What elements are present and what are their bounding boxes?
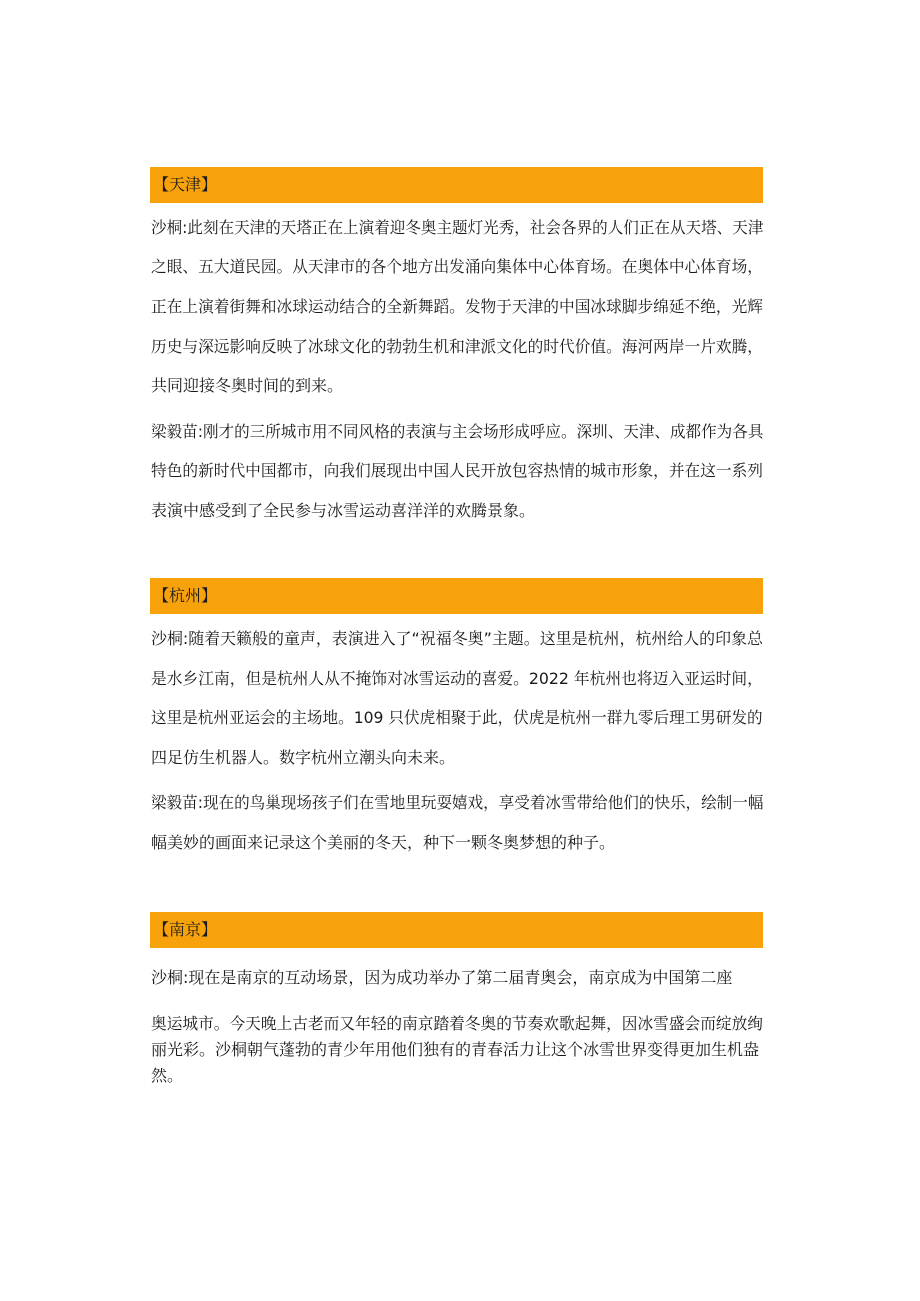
paragraph-line: 梁毅苗:现在的鸟巢现场孩子们在雪地里玩耍嬉戏，享受着冰雪带给他们的快乐，绘制一幅 [151,793,764,812]
paragraph-line: 奥运城市。今天晚上古老而又年轻的南京踏着冬奥的节奏欢歌起舞，因冰雪盛会而绽放绚 [151,1014,764,1033]
paragraph-line: 是水乡江南，但是杭州人从不掩饰对冰雪运动的喜爱。2022 年杭州也将迈入亚运时间， [151,669,763,688]
section-header-nanjing: 【南京】 [150,912,763,948]
paragraph-line: 沙桐:现在是南京的互动场景，因为成功举办了第二届青奥会，南京成为中国第二座 [151,968,733,987]
paragraph-line: 梁毅苗:刚才的三所城市用不同风格的表演与主会场形成呼应。深圳、天津、成都作为各具 [151,422,764,441]
paragraph-line: 特色的新时代中国都市，向我们展现出中国人民开放包容热情的城市形象，并在这一系列 [151,461,764,480]
paragraph-line: 丽光彩。沙桐朝气蓬勃的青少年用他们独有的青春活力让这个冰雪世界变得更加生机盎 [151,1040,760,1059]
paragraph-line: 幅美妙的画面来记录这个美丽的冬天，种下一颗冬奥梦想的种子。 [151,833,616,852]
section-header-tianjin: 【天津】 [150,167,763,203]
paragraph-line: 沙桐:随着天籁般的童声，表演进入了“祝福冬奥”主题。这里是杭州，杭州给人的印象总 [151,629,763,648]
paragraph-line: 之眼、五大道民园。从天津市的各个地方出发涌向集体中心体育场。在奥体中心体育场， [151,257,764,276]
paragraph-line: 历史与深远影响反映了冰球文化的勃勃生机和津派文化的时代价值。海河两岸一片欢腾， [151,337,764,356]
paragraph-line: 然。 [151,1066,184,1085]
paragraph-line: 这里是杭州亚运会的主场地。109 只伏虎相聚于此，伏虎是杭州一群九零后理工男研发的 [151,708,763,727]
section-header-hangzhou: 【杭州】 [150,578,763,614]
paragraph-line: 正在上演着街舞和冰球运动结合的全新舞蹈。发物于天津的中国冰球脚步绵延不绝，光辉 [151,297,764,316]
paragraph-line: 四足仿生机器人。数字杭州立潮头向未来。 [151,748,456,767]
paragraph-line: 共同迎接冬奥时间的到来。 [151,376,344,395]
paragraph-line: 沙桐:此刻在天津的天塔正在上演着迎冬奥主题灯光秀，社会各界的人们正在从天塔、天津 [151,218,764,237]
paragraph-line: 表演中感受到了全民参与冰雪运动喜洋洋的欢腾景象。 [151,501,536,520]
